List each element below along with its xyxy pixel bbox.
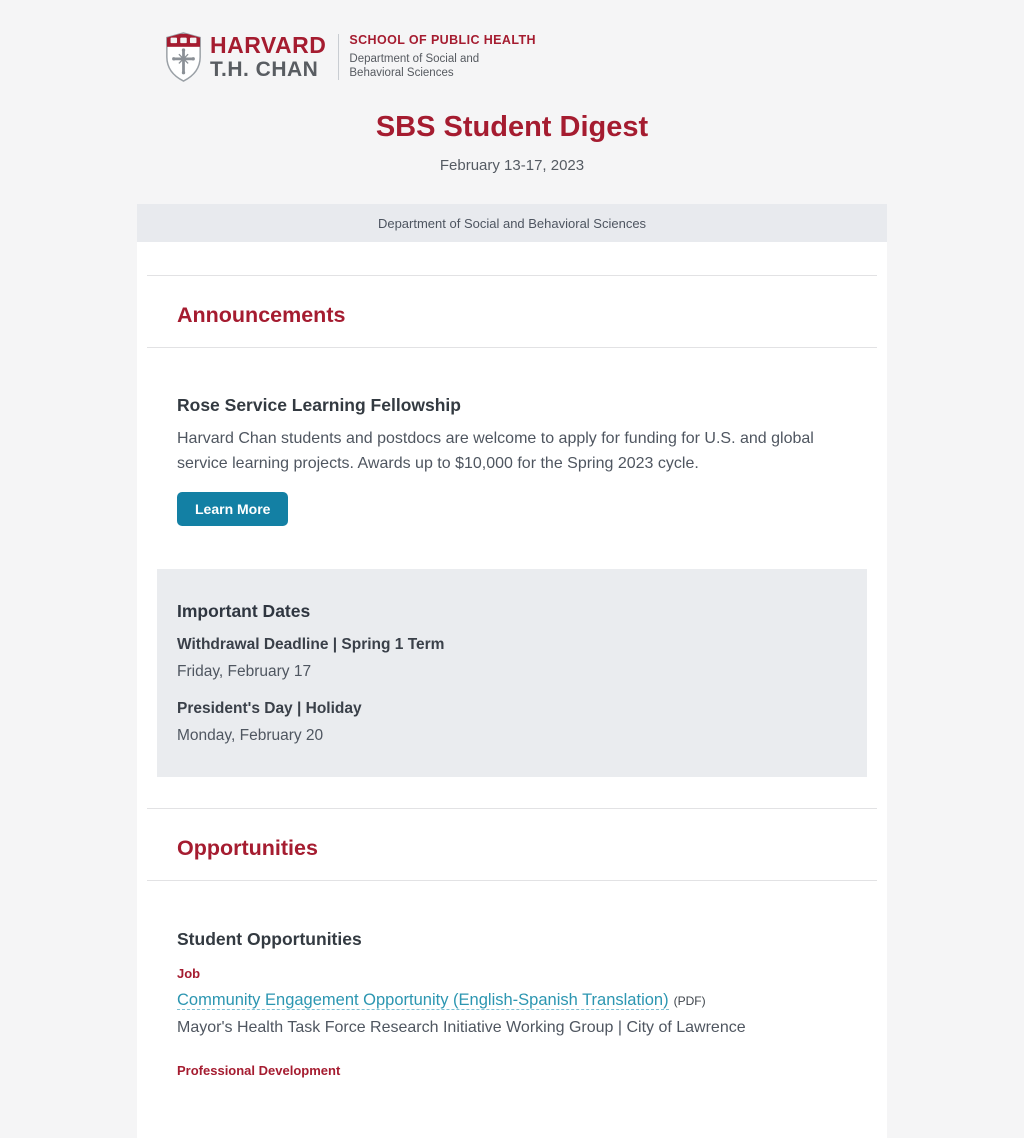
date-item-title: President's Day | Holiday [177,699,362,717]
opportunity-link-line [177,991,847,1010]
opportunity-category-job: Job [177,965,201,981]
logo-dept-line2: Behavioral Sciences [349,67,454,80]
harvard-shield-icon [165,31,202,83]
student-opportunities-heading: Student Opportunities [177,928,362,949]
fellowship-description: Harvard Chan students and postdocs are welcome to apply for funding for U.S. and global service learning projects. Awards up to $10,000 for the Spring 2023 cycle. [177,430,814,472]
opportunity-entry [177,966,847,1037]
section-heading-opportunities: Opportunities [177,835,318,860]
logo-wordmark [210,34,326,80]
newsletter-body [137,242,887,1138]
logo-dept-line1: Department of Social and [349,52,480,65]
opportunity-detail: Mayor's Health Task Force Research Initiative Working Group | City of Lawrence [177,1018,746,1036]
logo-school-block [349,33,536,80]
learn-more-button[interactable]: Learn More [177,492,288,526]
important-dates-box [157,569,867,777]
newsletter-header [137,0,887,174]
important-dates-heading: Important Dates [177,600,311,621]
logo-school-text: SCHOOL OF PUBLIC HEALTH [349,33,536,48]
email-newsletter [137,0,887,1138]
section-heading-announcements: Announcements [177,303,346,327]
opportunity-entry [177,1063,847,1078]
issue-date-range: February 13-17, 2023 [439,157,585,174]
page-title: SBS Student Digest [375,111,649,143]
department-banner: Department of Social and Behavioral Sciences [137,204,887,242]
opportunity-link[interactable]: Community Engagement Opportunity (English-Spanish Translation) [177,990,669,1009]
logo-thchan-text: T.H. CHAN [210,58,319,81]
important-date-item [177,636,847,681]
opportunity-category-professional-development: Professional Development [177,1062,341,1078]
fellowship-title: Rose Service Learning Fellowship [177,395,461,415]
important-date-item [177,700,847,745]
logo-dept-text [349,52,536,81]
harvard-chan-logo [165,30,887,84]
logo-divider [338,34,339,80]
date-item-date: Monday, February 20 [177,726,324,744]
logo-harvard-text: HARVARD [210,32,327,58]
opportunity-filetype: (PDF) [673,993,706,1008]
date-item-title: Withdrawal Deadline | Spring 1 Term [177,635,445,653]
date-item-date: Friday, February 17 [177,662,312,680]
